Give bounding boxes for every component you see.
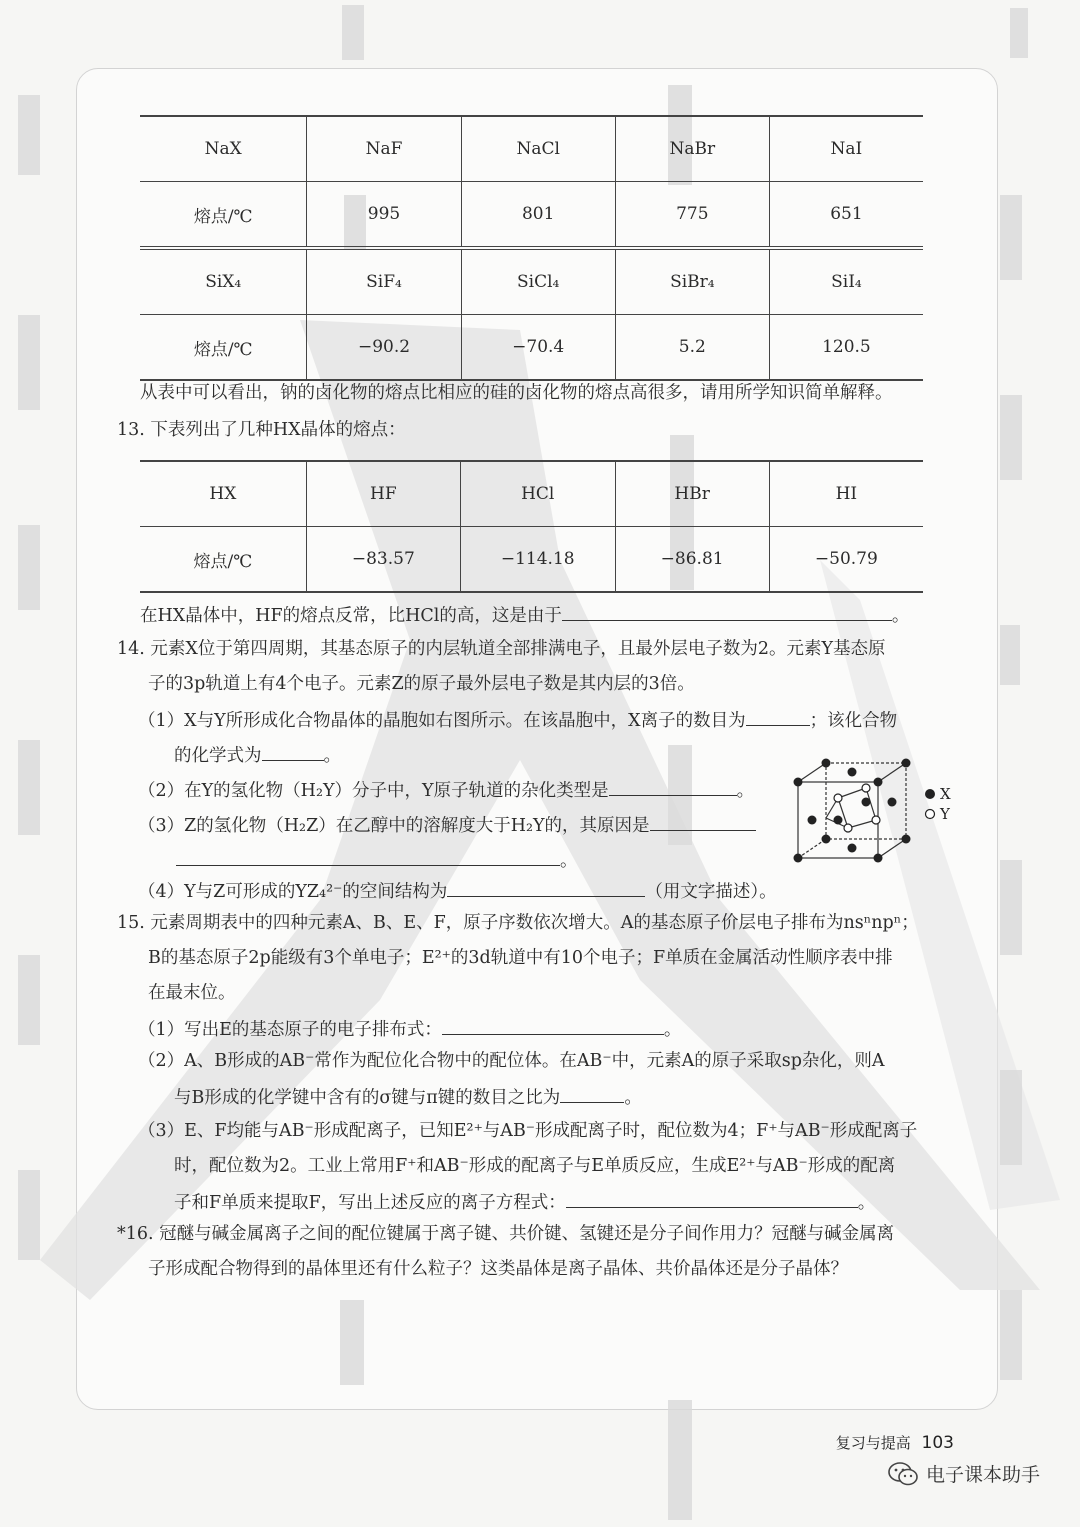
table-cell: 熔点/℃ (193, 339, 253, 360)
table-cell: 熔点/℃ (193, 206, 253, 227)
brand-name: 电子课本助手 (925, 1464, 1040, 1486)
q16-line2: 子形成配合物得到的晶体里还有什么粒子？这类晶体是离子晶体、共价晶体还是分子晶体？ (148, 1259, 848, 1279)
q14-part3 (138, 812, 756, 838)
page-footer (836, 1432, 954, 1453)
q14-part1-text: （1）X与Y所形成化合物晶体的晶胞如右图所示。在该晶胞中，X离子的数目为 (138, 711, 746, 731)
q13-text: 在HX晶体中，HF的熔点反常，比HCl的高，这是由于 (140, 606, 562, 626)
q15-part3c-text: 子和F单质来提取F，写出上述反应的离子方程式： (174, 1193, 566, 1213)
table-cell: −86.81 (615, 527, 769, 593)
table-row (140, 527, 923, 593)
answer-blank[interactable] (746, 707, 810, 726)
halide-melting-point-table (140, 115, 923, 381)
x-ions (794, 759, 911, 863)
table-cell: SiX₄ (205, 272, 242, 292)
answer-blank[interactable] (560, 1084, 624, 1103)
q15-line3: 在最末位。 (148, 983, 236, 1003)
table-cell: 120.5 (769, 315, 923, 381)
q15-part3a: （3）E、F均能与AB⁻形成配离子，已知E²⁺与AB⁻形成配离子时，配位数为4；F⁺与AB⁻形成配离子 (138, 1121, 918, 1141)
answer-blank[interactable] (176, 847, 560, 866)
period: 。 (560, 851, 578, 871)
wechat-icon (888, 1461, 918, 1487)
period: 。 (736, 781, 755, 801)
answer-blank[interactable] (447, 878, 645, 897)
table-cell: 775 (615, 182, 769, 249)
table-cell: −50.79 (769, 527, 923, 593)
q15-part3c (174, 1189, 875, 1215)
table-row (140, 315, 923, 381)
q15-part1 (138, 1016, 681, 1042)
answer-blank[interactable] (566, 1189, 858, 1208)
table-cell: 995 (307, 182, 461, 249)
table-cell: NaX (204, 139, 242, 159)
answer-blank[interactable] (609, 777, 737, 796)
q14-part4-text: （4）Y与Z可形成的YZ₄²⁻的空间结构为 (138, 882, 448, 902)
table-cell: HI (769, 461, 923, 527)
table-cell: HX (209, 484, 237, 504)
period: 。 (891, 606, 910, 626)
q14-part4-text-b: （用文字描述）。 (645, 882, 777, 902)
table-row (140, 248, 923, 315)
q13-title: 13. 下表列出了几种HX晶体的熔点： (117, 420, 406, 440)
period: 。 (323, 746, 341, 766)
table-cell: 651 (769, 182, 923, 249)
q14-line1: 14. 元素X位于第四周期，其基态原子的内层轨道全部排满电子，且最外层电子数为2。元素Y基态原 (117, 639, 886, 659)
answer-blank[interactable] (442, 1016, 664, 1035)
table-cell: SiBr₄ (615, 248, 769, 315)
answer-blank[interactable] (262, 742, 324, 761)
q15-part2a: （2）A、B形成的AB⁻常作为配位化合物中的配位体。在AB⁻中，元素A的原子采取sp杂化，则A (138, 1051, 885, 1071)
q15-part1-text: （1）写出E的基态原子的电子排布式： (138, 1020, 442, 1040)
q14-part1-formula (174, 742, 341, 768)
q14-part3-cont (176, 847, 578, 873)
answer-blank[interactable] (562, 602, 892, 621)
q14-part2 (138, 777, 754, 803)
answer-blank[interactable] (650, 812, 756, 831)
q15-line2: B的基态原子2p能级有3个单电子；E²⁺的3d轨道中有10个电子；F单质在金属活动性顺序表中排 (148, 948, 893, 968)
hx-melting-point-table (140, 460, 923, 593)
q15-line1: 15. 元素周期表中的四种元素A、B、E、F，原子序数依次增大。A的基态原子价层电子排布为nsⁿnpⁿ； (117, 913, 919, 933)
q14-part2-text: （2）在Y的氢化物（H₂Y）分子中，Y原子轨道的杂化类型是 (138, 781, 609, 801)
table-cell: HCl (460, 461, 615, 527)
table-cell: NaCl (461, 116, 615, 182)
q12-text: 从表中可以看出，钠的卤化物的熔点比相应的硅的卤化物的熔点高很多，请用所学知识简单解释。 (140, 383, 893, 403)
table-cell: 熔点/℃ (193, 551, 253, 572)
legend-y-label: Y (940, 805, 950, 823)
table-cell: −114.18 (460, 527, 615, 593)
table-row (140, 182, 923, 249)
q13-answer-line (140, 602, 909, 628)
q16-line1: *16. 冠醚与碱金属离子之间的配位键属于离子键、共价键、氢键还是分子间作用力？冠醚与碱金属离 (117, 1224, 895, 1244)
legend-x-label: X (940, 785, 951, 803)
crystal-unit-cell-diagram (790, 758, 960, 868)
table-cell: HBr (615, 461, 769, 527)
period: 。 (663, 1020, 682, 1040)
q14-line2: 子的3p轨道上有4个电子。元素Z的原子最外层电子数是其内层的3倍。 (148, 674, 695, 694)
q15-part3b: 时，配位数为2。工业上常用F⁺和AB⁻形成的配离子与E单质反应，生成E²⁺与AB⁻形成的配离 (174, 1156, 896, 1176)
period: 。 (857, 1193, 876, 1213)
table-cell: HF (306, 461, 460, 527)
q14-part1-text-b: ；该化合物 (809, 711, 898, 731)
table-cell: 5.2 (615, 315, 769, 381)
table-cell: −70.4 (461, 315, 615, 381)
q15-part2b (174, 1084, 642, 1110)
period: 。 (624, 1088, 642, 1108)
table-cell: NaF (307, 116, 461, 182)
table-cell: SiCl₄ (461, 248, 615, 315)
table-row (140, 116, 923, 182)
q14-part1-text-c: 的化学式为 (174, 746, 262, 766)
table-row (140, 461, 923, 527)
q14-part3-text: （3）Z的氢化物（H₂Z）在乙醇中的溶解度大于H₂Y的，其原因是 (138, 816, 650, 836)
table-cell: SiI₄ (769, 248, 923, 315)
table-cell: −83.57 (306, 527, 460, 593)
table-cell: 801 (461, 182, 615, 249)
q14-part1 (138, 707, 897, 733)
q14-part4 (138, 878, 777, 904)
table-cell: −90.2 (307, 315, 461, 381)
section-title: 复习与提高 (835, 1434, 911, 1452)
table-cell: NaBr (615, 116, 769, 182)
q15-part2b-text: 与B形成的化学键中含有的σ键与π键的数目之比为 (174, 1088, 561, 1108)
brand-watermark (888, 1460, 1040, 1487)
table-cell: SiF₄ (307, 248, 461, 315)
table-cell: NaI (769, 116, 923, 182)
page-number: 103 (921, 1433, 954, 1453)
